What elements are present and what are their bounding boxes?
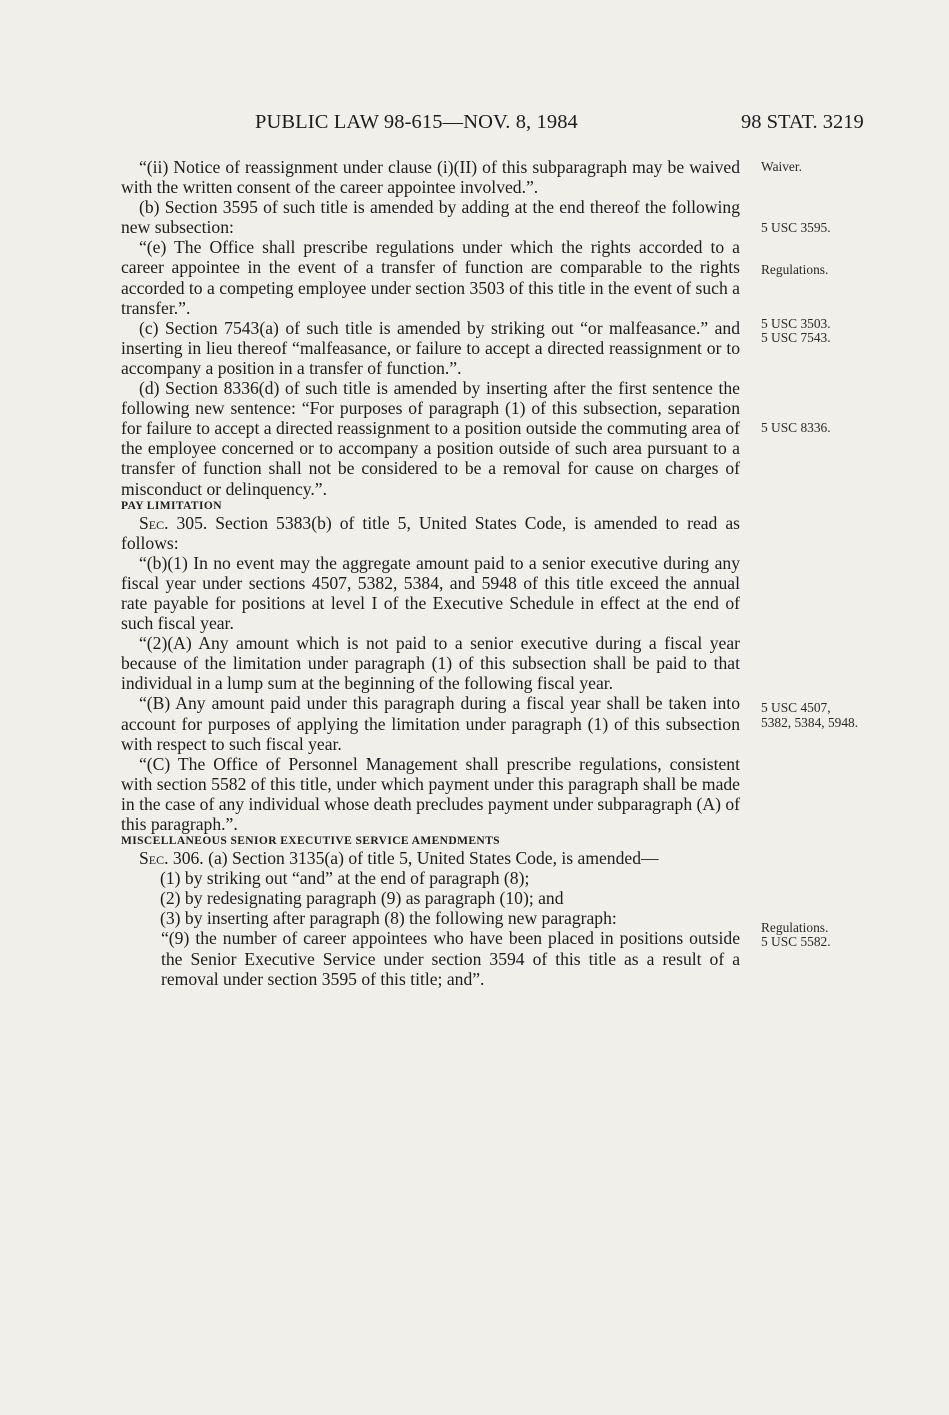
paragraph-sec-8336: (d) Section 8336(d) of such title is amended by inserting after the first sentence the following new sentence: “For purposes of paragraph (1) of this subsection, separation for failure to accept a directed reassignment to a position outside the commuting area of the employee concerned or to accompany a position outside of such area pursuant to a transfer of function shall not be considered to be a removal for cause on charges of misconduct or delinquency.”.	[121, 378, 740, 499]
paragraph-sec-305	[121, 513, 740, 553]
document-body	[121, 157, 740, 989]
margin-note-5usc7543: 5 USC 7543.	[761, 330, 831, 345]
margin-note-5usc4507: 5 USC 4507,	[761, 700, 831, 715]
sec-305-text: Section 5383(b) of title 5, United States Code, is amended to read as follows:	[121, 512, 740, 553]
section-label-305: Sec. 305.	[139, 512, 208, 533]
quoted-paragraph-9: “(9) the number of career appointees who have been placed in positions outside the Senior Executive Service under section 3594 of this title as a result of a removal under section 3595 of this title; and”.	[161, 928, 740, 989]
running-header-title: PUBLIC LAW 98-615—NOV. 8, 1984	[255, 111, 578, 133]
margin-note-regulations-1: Regulations.	[761, 262, 829, 277]
margin-note-5usc3503: 5 USC 3503.	[761, 316, 831, 331]
paragraph-sec-306	[121, 848, 740, 868]
paragraph-b-amount: “(B) Any amount paid under this paragraph during a fiscal year shall be taken into account for purposes of applying the limitation under paragraph (1) of this subsection with respect to such fiscal year.	[121, 693, 740, 754]
list-item-1: (1) by striking out “and” at the end of paragraph (8);	[160, 868, 530, 889]
paragraph-subsection-e: “(e) The Office shall prescribe regulations under which the rights accorded to a career appointee in the event of a transfer of function are comparable to the rights accorded to a competing employee under section 3503 of this title in the event of such a transfer.”.	[121, 237, 740, 318]
statute-page-number: 98 STAT. 3219	[741, 111, 864, 133]
margin-note-5usc8336: 5 USC 8336.	[761, 420, 831, 435]
list-item-2: (2) by redesignating paragraph (9) as paragraph (10); and	[160, 888, 564, 909]
paragraph-2a: “(2)(A) Any amount which is not paid to a senior executive during a fiscal year because of the limitation under paragraph (1) of this subsection shall be paid to that individual in a lump sum at the beginning of the following fiscal year.	[121, 633, 740, 694]
paragraph-sec-3595: (b) Section 3595 of such title is amended by adding at the end thereof the following new subsection:	[121, 197, 740, 238]
margin-note-5382-5948: 5382, 5384, 5948.	[761, 715, 859, 730]
section-label-306: Sec. 306.	[139, 848, 204, 869]
list-item-3: (3) by inserting after paragraph (8) the following new paragraph:	[160, 908, 617, 929]
paragraph-notice-waiver: “(ii) Notice of reassignment under clause (i)(II) of this subparagraph may be waived with the written consent of the career appointee involved.”.	[121, 157, 740, 198]
margin-note-5usc5582: 5 USC 5582.	[761, 934, 831, 949]
margin-note-regulations-2: Regulations.	[761, 920, 829, 935]
sec-306-text: (a) Section 3135(a) of title 5, United States Code, is amended—	[203, 848, 659, 869]
heading-pay-limitation: PAY LIMITATION	[121, 499, 222, 512]
heading-misc-ses-amendments: MISCELLANEOUS SENIOR EXECUTIVE SERVICE AMENDMENTS	[121, 835, 500, 848]
paragraph-sec-7543: (c) Section 7543(a) of such title is amended by striking out “or malfeasance.” and inserting in lieu thereof “malfeasance, or failure to accept a directed reassignment or to accompany a position in a transfer of function.”.	[121, 317, 740, 378]
margin-note-5usc3595: 5 USC 3595.	[761, 220, 831, 235]
margin-note-waiver: Waiver.	[761, 159, 802, 174]
paragraph-c-opm: “(C) The Office of Personnel Management shall prescribe regulations, consistent with section 5582 of this title, under which payment under this paragraph shall be made in the case of any individual whose death precludes payment under subparagraph (A) of this paragraph.”.	[121, 753, 740, 834]
paragraph-b1: “(b)(1) In no event may the aggregate amount paid to a senior executive during any fiscal year under sections 4507, 5382, 5384, and 5948 of this title exceed the annual rate payable for positions at level I of the Executive Schedule in effect at the end of such fiscal year.	[121, 552, 740, 634]
